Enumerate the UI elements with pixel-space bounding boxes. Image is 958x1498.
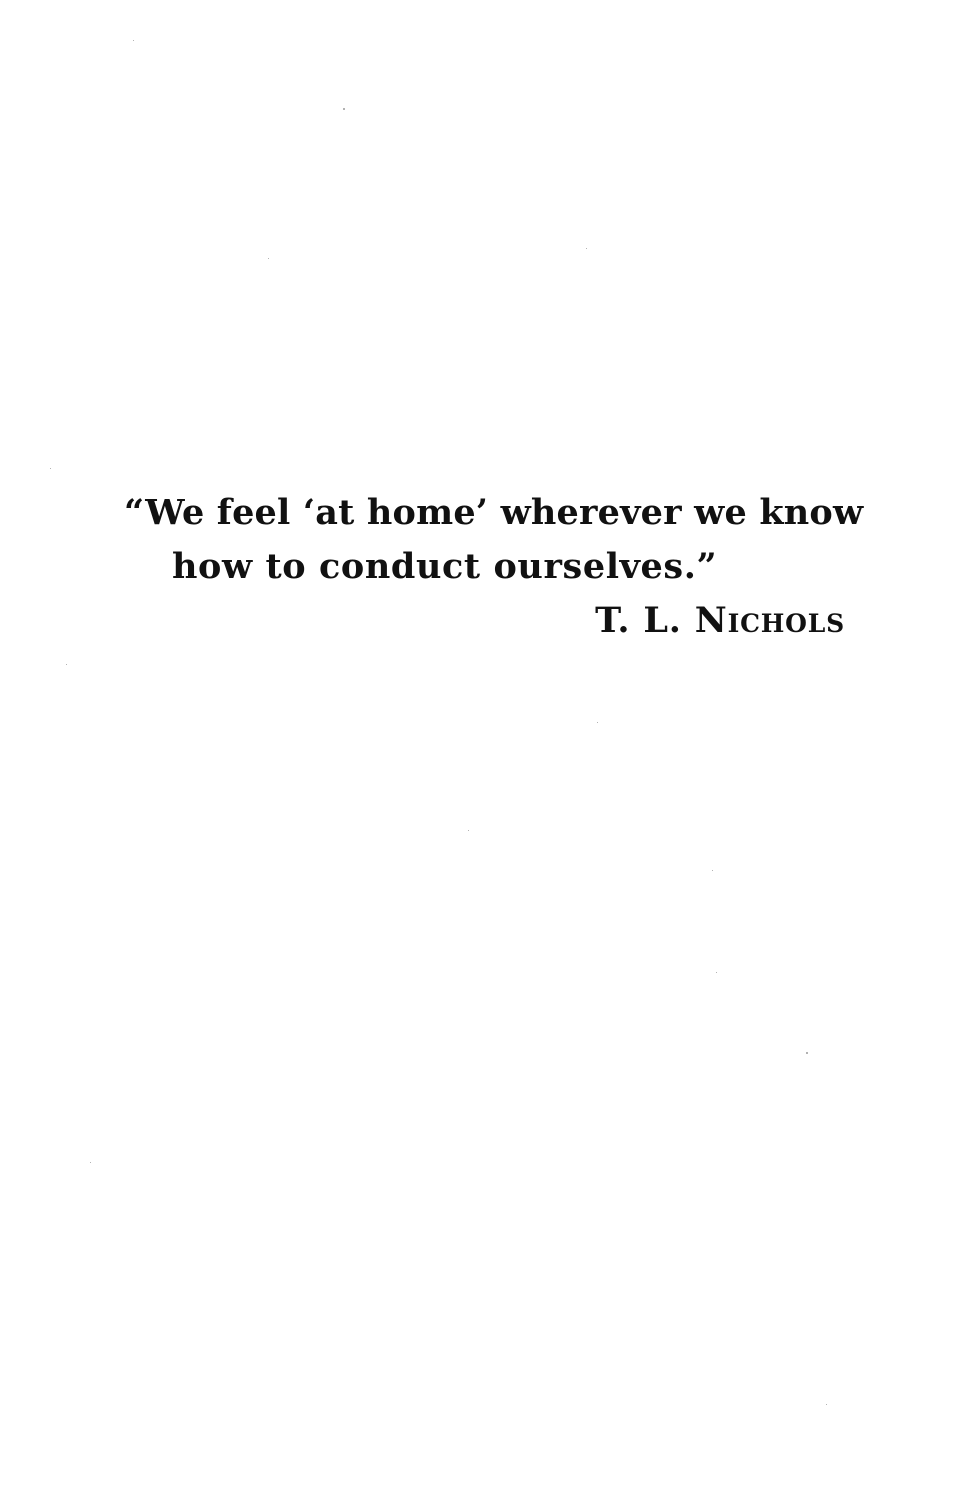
scan-speck [586, 248, 587, 249]
scan-speck [90, 1162, 91, 1163]
scan-speck [50, 468, 51, 469]
scan-speck [66, 664, 67, 665]
epigraph [124, 486, 864, 648]
scan-speck [268, 258, 269, 259]
epigraph-quote-line-1: “We feel ‘at home’ wherever we know [124, 492, 864, 533]
epigraph-attribution: T. L. Nichols [595, 600, 845, 641]
scan-speck [712, 870, 713, 871]
scan-speck [343, 108, 345, 110]
scan-speck [716, 972, 717, 973]
scan-speck [468, 830, 469, 831]
scan-speck [597, 722, 598, 723]
scan-speck [133, 40, 134, 41]
scan-speck [826, 1404, 827, 1405]
scan-speck [806, 1052, 808, 1054]
epigraph-quote-line-2: how to conduct ourselves.” [172, 546, 718, 587]
